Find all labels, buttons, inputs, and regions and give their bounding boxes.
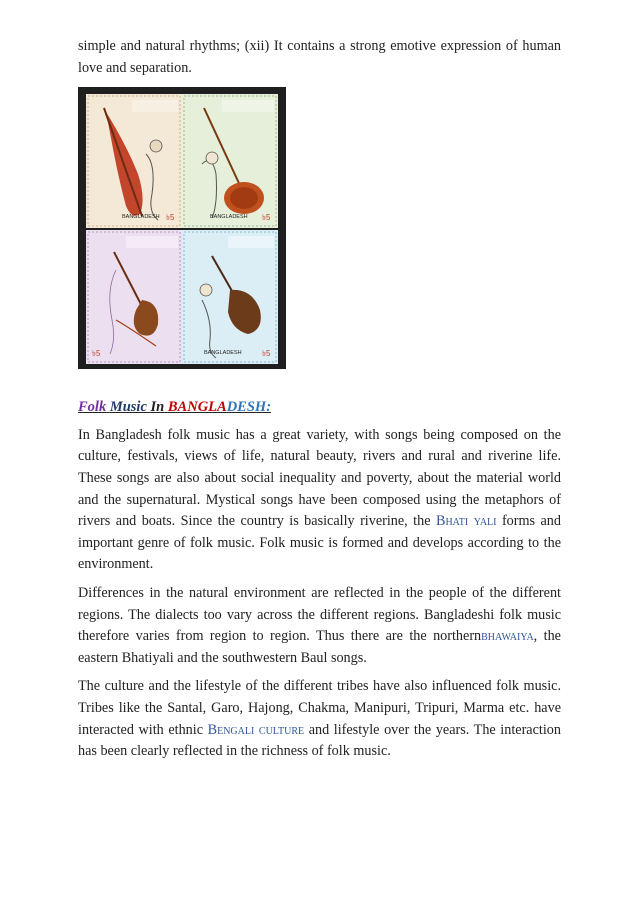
stamp-1	[86, 94, 182, 228]
para1-text-after: forms and important genre of folk music. Folk music is formed and develops according to the environment.	[78, 513, 561, 573]
stamp-1-illustration	[86, 94, 182, 228]
para3-text-before: The culture and the lifestyle of the different tribes have also influenced folk music. Tribes like the Santal, Garo, Hajong, Chakma, Manipuri, Tripuri, Marma etc. have interacted with ethnic	[78, 678, 561, 738]
stamp-4-illustration	[182, 230, 278, 364]
stamp-4	[182, 230, 278, 364]
para2-text-after: , the eastern Bhatiyali and the southwestern Baul songs.	[78, 628, 561, 666]
heading-in: In	[150, 399, 165, 416]
stamp-2-country: BANGLADESH	[210, 214, 248, 221]
link-bengali-culture[interactable]: Bengali culture	[207, 721, 305, 738]
stamp-3	[86, 230, 182, 364]
heading-folk: Folk	[78, 399, 107, 416]
stamp-1-country: BANGLADESH	[122, 214, 160, 221]
link-bhawaiya[interactable]: bhawaiya	[481, 628, 534, 645]
link-yali[interactable]: yali	[473, 513, 497, 530]
paragraph-folk-music-variety	[78, 425, 561, 576]
para3-text-after: and lifestyle over the years. The interaction has been clearly reflected in the richness of folk music.	[78, 721, 561, 760]
stamp-2-value: ৳5	[262, 213, 271, 223]
stamp-2	[182, 94, 278, 228]
stamp-4-country: BANGLADESH	[204, 350, 242, 357]
heading-desh: DESH:	[226, 399, 272, 416]
link-bhati[interactable]: Bhati	[435, 513, 469, 530]
stamp-3-value: ৳5	[92, 349, 101, 359]
intro-paragraph: simple and natural rhythms; (xii) It contains a strong emotive expression of human love and separation.	[78, 38, 561, 76]
para2-text-before: Differences in the natural environment are reflected in the people of the different regions. The dialects too vary across the different regions. Bangladeshi folk music therefore varies from region to region. Thus there are the northern	[78, 584, 561, 645]
section-heading	[78, 397, 561, 419]
paragraph-regional-differences	[78, 583, 561, 669]
heading-music: Music	[109, 399, 147, 416]
stamp-sheet-image	[78, 87, 286, 369]
stamp-3-illustration	[86, 230, 182, 364]
paragraph-tribal-influence	[78, 676, 561, 762]
stamp-2-illustration	[182, 94, 278, 228]
document-page	[78, 36, 561, 770]
heading-bangla: BANGLA	[167, 399, 227, 416]
para1-text-before: In Bangladesh folk music has a great variety, with songs being composed on the culture, festivals, views of life, natural beauty, rivers and rural and riverine life. These songs are also about social inequality and poverty, about the material world and the supernatural. Mystical songs have been composed using the metaphors of rivers and boats. Since the country is basically riverine, the	[78, 426, 561, 530]
stamp-1-value: ৳5	[166, 213, 175, 223]
stamp-4-value: ৳5	[262, 349, 271, 359]
